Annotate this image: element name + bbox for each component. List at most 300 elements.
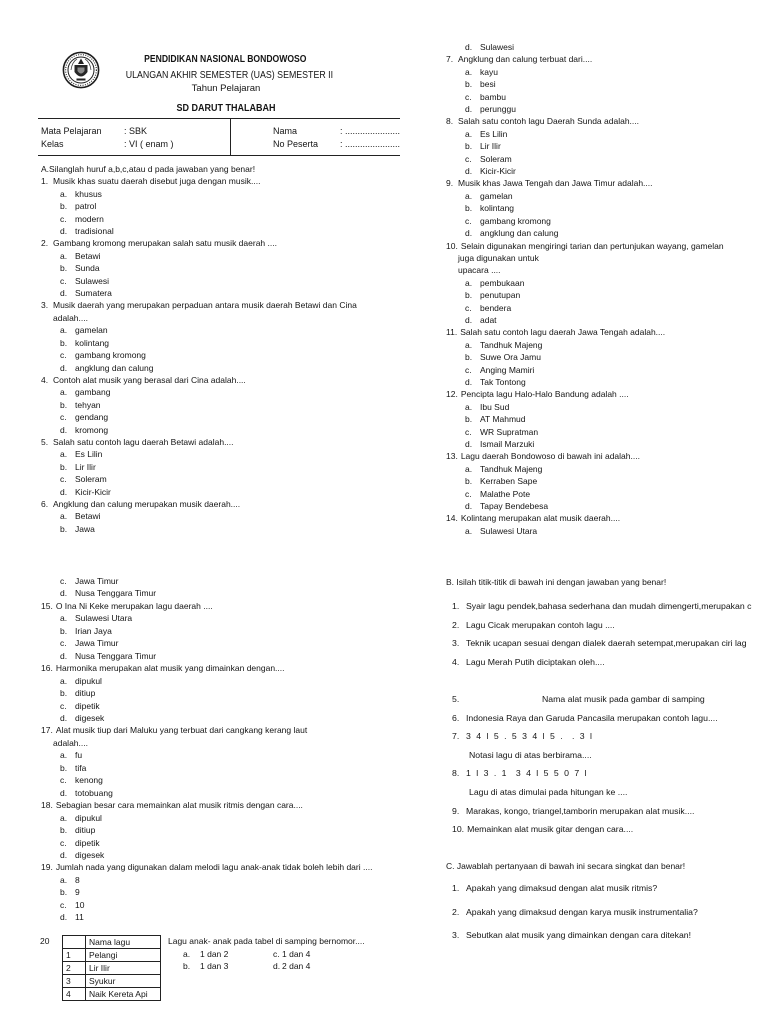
option-letter: a. [60,675,68,686]
option-letter: d. [465,439,473,449]
answer-option [41,200,403,212]
option-letter: c. [465,91,472,102]
question-number: 10. [446,240,458,251]
option-letter: c. [465,426,472,437]
answer-option [41,225,403,237]
item-text: 1 l 3 . 1 3 4 l 5 5 0 7 l [466,768,589,779]
question-item [41,498,403,535]
answer-option [273,960,310,972]
question-text: Musik khas Jawa Tengah dan Jawa Timur adalah.... [458,178,653,189]
option-letter: d. [60,650,68,661]
fill-item-2 [452,616,768,635]
fill-item-3 [452,634,768,653]
question-number: 18. [41,800,53,811]
option-text: Sunda [75,263,100,274]
answer-option [41,637,403,649]
question-item [41,299,403,373]
item-number: 6. [452,712,460,723]
answer-option [41,837,403,849]
option-letter: a. [60,874,68,885]
option-letter: c. [60,474,67,485]
option-letter: a. [465,66,473,77]
answer-option [41,188,403,200]
option-letter: d. [60,362,68,373]
option-letter: c. [465,215,472,226]
option-text: dipukul [75,675,102,686]
academic-year-label: Tahun Pelajaran [191,83,261,94]
option-text: kolintang [480,203,515,214]
class-label: Kelas [41,139,64,149]
option-letter: a. [465,525,473,536]
option-letter: a. [60,387,68,398]
answer-option [41,874,403,886]
table-row [63,988,161,1001]
option-text: modern [75,213,104,224]
answer-option [41,575,403,587]
question-item [446,115,768,177]
table-header-row [63,936,161,949]
option-letter: b. [60,762,68,773]
option-text: penutupan [480,290,521,301]
answer-option [41,762,403,774]
item-number: 3. [452,638,460,649]
question-text: Musik daerah yang merupakan perpaduan antara musik daerah Betawi dan Cina [53,300,357,311]
option-letter: b. [60,688,68,699]
option-text: Suwe Ora Jamu [480,352,541,363]
option-letter: b. [60,263,68,274]
section-a-column-right-top [446,41,768,537]
option-letter: a. [60,325,68,336]
section-a-column-left-top [41,163,403,535]
answer-option [446,351,768,363]
table-header-cell [63,936,86,949]
option-letter: c. [60,213,67,224]
student-name-field: : ...................... [340,126,401,136]
answer-option [446,364,768,376]
option-letter: b. [465,414,473,425]
answer-option [41,424,403,436]
option-text: gambang kromong [75,350,146,361]
answer-option [446,215,768,227]
option-text: Tandhuk Majeng [480,463,543,474]
option-letter: d. [465,314,473,325]
answer-option [446,227,768,239]
question-number: 9. [446,178,454,189]
item-text: Syair lagu pendek,bahasa sederhana dan mudah dimengerti,merupakan c [466,601,752,611]
option-letter: c. [465,364,472,375]
item-text: Teknik ucapan sesuai dengan dialek daerah setempat,merupakan ciri lag [466,638,747,649]
option-letter: d. [60,424,68,435]
answer-option [446,525,768,537]
answer-option [446,475,768,487]
item-number: 2. [452,906,460,917]
question-item [446,388,768,450]
question-text: Sebagian besar cara memainkan alat musik ritmis dengan cara.... [55,800,303,811]
option-letter: d. [60,588,68,599]
option-letter: c. [60,775,67,786]
section-a-column-left-bottom [41,575,403,924]
question-line [41,600,403,612]
item-number: 1. [452,883,460,893]
table-row [63,975,161,988]
option-letter: a. [60,750,68,761]
option-text: 9 [75,887,80,898]
option-letter: b. [465,79,473,90]
question-line [446,388,768,400]
answer-option [41,510,403,522]
option-text: Lir Ilir [75,461,96,472]
option-text: adat [480,314,497,325]
option-letter: d. [60,226,68,237]
option-text: kayu [480,66,498,77]
answer-option [41,687,403,699]
divider [230,119,231,155]
question-text-continued: upacara .... [458,265,501,276]
option-letter: d. [465,228,473,239]
question-continuation [446,41,768,53]
question-number: 8. [446,116,454,127]
question-line [41,175,403,187]
item-note: Notasi lagu di atas berbirama.... [469,749,592,760]
option-text: tifa [75,762,87,773]
option-text: dipetik [75,837,100,848]
option-letter: b. [465,352,473,363]
option-text: Jawa Timur [75,638,119,649]
section-c-instruction: C. Jawablah pertanyaan di bawah ini secara singkat dan benar! [446,861,686,871]
item-text: Lagu Merah Putih diciptakan oleh.... [466,656,605,667]
item-number: 8. [452,768,460,779]
option-letter: b. [60,825,68,836]
school-logo [62,50,100,90]
question-text-continued: juga digunakan untuk [458,252,539,263]
answer-option [446,302,768,314]
option-letter: c. [60,837,67,848]
item-text: Apakah yang dimaksud dengan alat musik ritmis? [466,883,658,893]
table-row [63,949,161,962]
option-text: Kicir-Kicir [480,166,516,177]
option-letter: c. [60,700,67,711]
option-letter: a. [465,401,473,412]
question-item [41,799,403,861]
option-text: Irian Jaya [75,625,112,636]
option-text: totobuang [75,787,113,798]
exam-header-subtitle [106,69,346,81]
question-text: Harmonika merupakan alat musik yang dimainkan dengan.... [55,663,285,674]
section-b-instruction: B. Isilah titik-titik di bawah ini dengan jawaban yang benar! [446,577,667,587]
exam-header-title [106,54,346,66]
option-text: Lir Ilir [480,141,501,152]
question-text: Salah satu contoh lagu daerah Jawa Tengah adalah.... [460,327,666,338]
option-text: Kicir-Kicir [75,486,111,497]
option-text: dipetik [75,700,100,711]
question-number: 11. [446,327,458,338]
school-name: SD DARUT THALABAH [176,103,276,114]
question-text: Lagu anak- anak pada tabel di samping bernomor.... [168,936,365,946]
answer-option [41,650,403,662]
option-letter: b. [465,141,473,152]
item-text: Sebutkan alat musik yang dimainkan dengan cara ditekan! [466,930,692,940]
table-row [63,962,161,975]
option-text: Sulawesi [75,275,110,286]
question-text: Gambang kromong merupakan salah satu musik daerah .... [53,238,277,249]
question-item [41,724,403,799]
option-text: 10 [75,899,85,910]
answer-option [446,277,768,289]
section-a-instruction: A.Silanglah huruf a,b,c,atau d pada jawaban yang benar! [41,164,256,174]
answer-option [41,461,403,473]
class-value: : VI ( enam ) [124,139,174,149]
exam-name: ULANGAN AKHIR SEMESTER (UAS) SEMESTER II [125,69,334,81]
option-letter: c. [60,899,67,910]
question-text: Lagu daerah Bondowoso di bawah ini adalah.... [460,451,640,462]
option-letter: c. [465,153,472,164]
option-letter: a. [60,613,68,624]
song-table [62,935,161,1001]
option-letter: c. [60,350,67,361]
table-cell: 2 [63,962,86,975]
table-header-cell: Nama lagu [86,936,161,949]
question-number: 5. [41,436,49,447]
option-letter: d. [465,501,473,512]
answer-option [446,488,768,500]
option-text: kolintang [75,337,110,348]
question-number: 3. [41,300,49,311]
exam-header-school [106,103,346,115]
option-text: Nusa Tenggara Timur [75,588,157,599]
answer-option [183,948,228,960]
option-letter: b. [60,887,68,898]
question-line [41,299,403,311]
option-text: Soleram [480,153,512,164]
answer-option [446,376,768,388]
option-letter: b. [465,203,473,214]
option-letter: a. [465,339,473,350]
participant-number-field: : ...................... [340,139,401,149]
answer-option [41,824,403,836]
option-text: gendang [75,412,109,423]
answer-option [446,190,768,202]
question-number: 7. [446,54,454,65]
question-line [446,450,768,462]
answer-option [41,275,403,287]
answer-option [41,911,403,923]
option-letter: b. [60,337,68,348]
item-text: Memainkan alat musik gitar dengan cara.... [467,824,634,835]
question-text: Kolintang merupakan alat musik daerah.... [460,513,621,524]
option-text: gamelan [480,190,513,201]
option-text: patrol [75,201,97,212]
table-cell: Pelangi [86,949,161,962]
item-text: Nama alat musik pada gambar di samping [542,693,705,704]
option-text: Kerraben Sape [480,476,538,487]
answer-option [446,413,768,425]
question-item [41,662,403,724]
question-item [446,326,768,388]
option-letter: d. [60,912,68,923]
answer-option [446,500,768,512]
question-text: Musik khas suatu daerah disebut juga dengan musik.... [53,176,261,187]
answer-option [41,250,403,262]
table-cell: 3 [63,975,86,988]
option-letter: a. [465,190,473,201]
option-letter: d. [60,288,68,299]
answer-option [446,463,768,475]
item-number: 1. [452,601,460,611]
divider [38,155,400,156]
item-text: 3 4 l 5 . 5 3 4 l 5 . . 3 l [466,731,594,742]
option-text: Nusa Tenggara Timur [75,650,157,661]
question-number: 16. [41,663,53,674]
option-text: bendera [480,302,512,313]
question-number: 1. [41,176,49,187]
question-text-continued: adalah.... [53,312,88,323]
option-text: 2 dan 4 [282,961,311,971]
question-number: 15. [41,600,53,611]
option-letter: b. [183,961,191,971]
item-number: 9. [452,805,460,816]
answer-option [41,486,403,498]
subject-label: Mata Pelajaran [41,126,102,136]
question-continuation [41,575,403,600]
answer-option [446,339,768,351]
question-item [41,175,403,237]
option-letter: d. [60,486,68,497]
option-text: AT Mahmud [480,414,526,425]
option-text: Es Lilin [480,128,508,139]
question-item [446,450,768,512]
answer-option [41,712,403,724]
table-cell: Syukur [86,975,161,988]
question-number: 13. [446,451,458,462]
option-letter: a. [465,463,473,474]
answer-option [446,91,768,103]
option-text: tehyan [75,399,101,410]
option-letter: d. [60,712,68,723]
item-text: Marakas, kongo, triangel,tamborin merupakan alat musik.... [466,805,695,816]
answer-option [41,324,403,336]
answer-option [446,289,768,301]
divider [38,118,400,119]
answer-option [446,78,768,90]
item-text: Lagu Cicak merupakan contoh lagu .... [466,619,615,630]
option-letter: a. [465,128,473,139]
answer-option [41,473,403,485]
answer-option [446,103,768,115]
table-cell: Naik Kereta Api [86,988,161,1001]
option-text: Betawi [75,511,101,522]
question-item [41,861,403,923]
question-text: Pencipta lagu Halo-Halo Bandung adalah .... [460,389,629,400]
question-item [446,177,768,239]
question-item [446,53,768,115]
answer-option [446,401,768,413]
option-text: Betawi [75,250,101,261]
option-letter: b. [60,625,68,636]
option-letter: b. [60,461,68,472]
question-line [446,240,768,252]
option-text: Tandhuk Majeng [480,339,543,350]
section-b-list [452,597,768,839]
option-letter: c. [60,412,67,423]
item-number: 7. [452,731,460,742]
question-text: Angklung dan calung terbuat dari.... [458,54,593,65]
option-text: digesek [75,849,105,860]
answer-option [41,899,403,911]
option-text: perunggu [480,104,516,115]
answer-option [446,128,768,140]
option-letter: a. [60,812,68,823]
option-text: Es Lilin [75,449,103,460]
question-item [41,374,403,436]
option-letter: c. [60,275,67,286]
option-text: Sulawesi Utara [480,525,538,536]
option-text: Anging Mamiri [480,364,535,375]
question-line [41,724,403,736]
answer-option [446,165,768,177]
option-text: Malathe Pote [480,488,531,499]
answer-option [41,774,403,786]
question-text: Contoh alat musik yang berasal dari Cina adalah.... [53,374,246,385]
question-line [446,177,768,189]
option-text: kromong [75,424,109,435]
question-number: 6. [41,498,49,509]
option-text: gambang kromong [480,215,551,226]
option-text: Ibu Sud [480,401,510,412]
answer-option [41,448,403,460]
fill-item-1 [452,597,768,616]
question-item [446,512,768,537]
question-text-continued: adalah.... [53,737,88,748]
option-text: pembukaan [480,277,525,288]
option-text: Sumatera [75,288,112,299]
fill-item-7 [452,727,768,746]
answer-option [41,399,403,411]
option-text: angklung dan calung [480,228,559,239]
question-number: 17. [41,725,53,736]
option-letter: d. [465,166,473,177]
question-line [446,115,768,127]
option-text: Jawa [75,523,95,534]
option-text: kenong [75,775,103,786]
subject-value: : SBK [124,126,148,136]
option-letter: c. [60,576,67,586]
answer-option [273,948,310,960]
fill-item-9 [452,802,768,821]
section-c-list [452,877,768,948]
option-text: bambu [480,91,506,102]
question-line [41,436,403,448]
institution-name: PENDIDIKAN NASIONAL BONDOWOSO [143,54,307,65]
option-letter: a. [183,949,191,959]
question-number: 20 [40,936,50,946]
table-cell: 4 [63,988,86,1001]
option-text: khusus [75,188,102,199]
question-line [41,799,403,811]
answer-option [41,587,403,599]
option-letter: d. [465,376,473,387]
question-number: 12. [446,389,458,400]
answer-option [41,523,403,535]
question-text: Salah satu contoh lagu Daerah Sunda adalah.... [458,116,639,127]
option-text: gambang [75,387,111,398]
question-line [41,662,403,674]
answer-option [41,787,403,799]
option-letter: c. [465,488,472,499]
answer-option [41,812,403,824]
question-number: 4. [41,374,49,385]
option-text: Tapay Bendebesa [480,501,549,512]
option-text: angklung dan calung [75,362,154,373]
